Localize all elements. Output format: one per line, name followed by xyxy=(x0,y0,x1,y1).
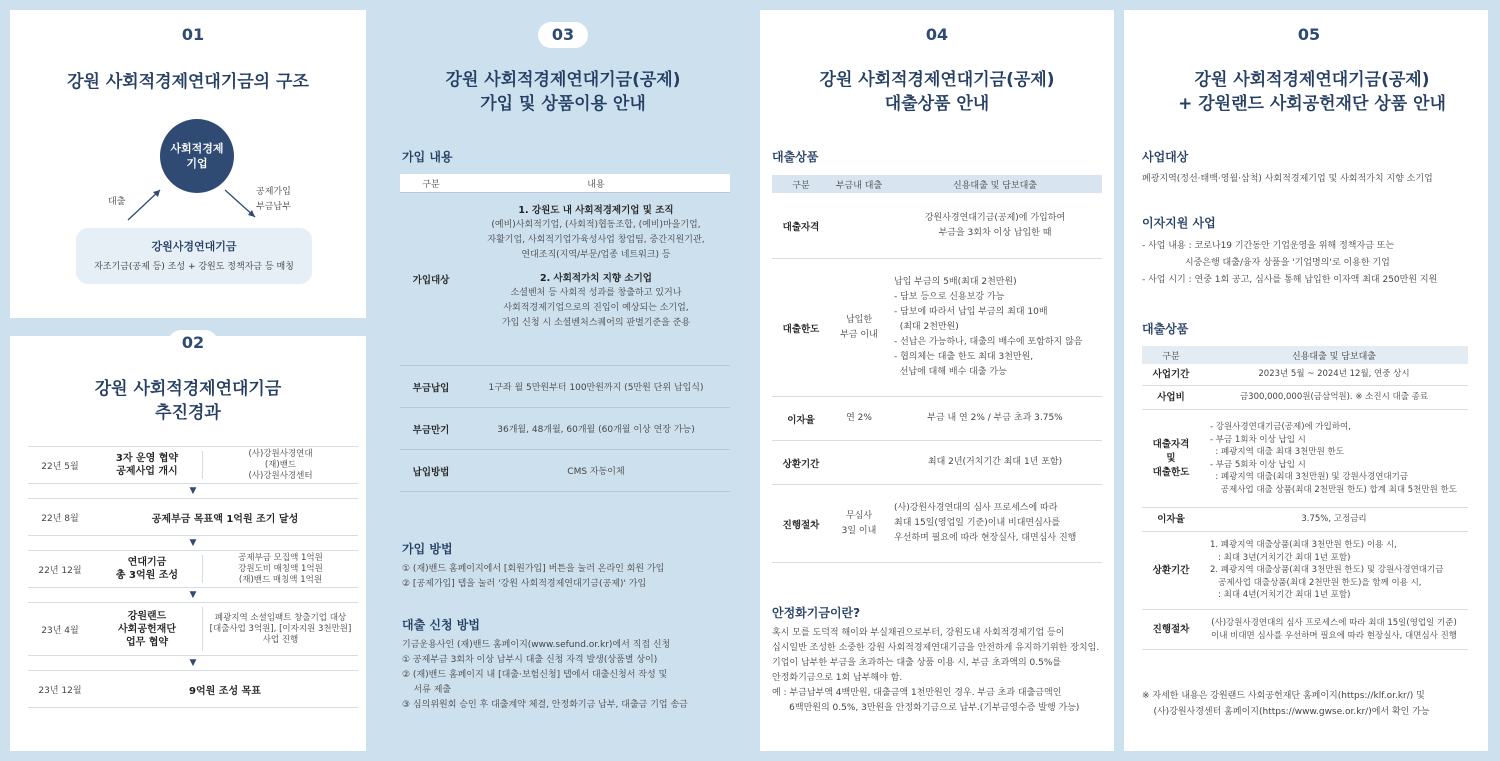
timeline-date: 22년 12월 xyxy=(38,565,82,576)
target-line: 가입 신청 시 소셜벤처스퀘어의 판별기준을 준용 xyxy=(501,318,691,328)
timeline-event: 공제부금 목표액 1억원 조기 달성 xyxy=(151,513,299,525)
row-label: 대출한도 xyxy=(782,323,820,335)
target-line: 자활기업, 사회적기업가육성사업 창업팀, 중간지원기관, xyxy=(487,235,705,245)
panel-04 xyxy=(750,0,1124,761)
target-line: 연대조직(지역/부문/업종 네트워크) 등 xyxy=(521,250,671,260)
interest-text: - 사업 내용 : 코로나19 기간동안 기업운영을 위해 정책자금 또는 시중은행 대출/융자 상품을 '기업명의'로 이용한 기업 - 사업 시기 : 연중 1회 공고, 심사를 통해 납입한 이자액 최대 250만원 지원 xyxy=(1142,241,1438,285)
target-line: 소셜벤처 등 사회적 성과를 창출하고 있거나 xyxy=(510,288,682,298)
row-text: (사)강원사경연대의 심사 프로세스에 따라 최대 15일(영업일 기준) 이내 비대면 심사를 우선하며 필요에 따라 현장실사, 대면심사 진행 xyxy=(1210,618,1458,641)
timeline-row xyxy=(28,602,358,656)
loan-row xyxy=(772,485,1102,563)
row-mid: 무심사 3일 이내 xyxy=(841,510,877,536)
row-right: 납입 부금의 5배(최대 2천만원) - 담보 등으로 신용보강 가능 - 담보에 따라서 납입 부금의 최대 10배 (최대 2천만원) - 선납은 가능하나, 대출의 배수에 포함하지 않음 - 협의체는 대출 한도 최대 3천만원, 선납에 대해 배수 대출 가능 xyxy=(894,277,1083,377)
row-text: CMS 자동이체 xyxy=(567,467,625,477)
timeline xyxy=(28,446,358,708)
join-title: 강원 사회적경제연대기금(공제) 가입 및 상품이용 안내 xyxy=(445,70,681,114)
row-label: 상환기간 xyxy=(782,458,820,470)
panel-05 xyxy=(1124,0,1500,761)
target-text: 폐광지역(정선·태백·영월·삼척) 사회적경제기업 및 사회적가치 지향 소기업 xyxy=(1142,174,1433,184)
loan-row-05 xyxy=(1142,508,1468,532)
loan-row-05 xyxy=(1142,386,1468,410)
row-text: - 강원사경연대기금(공제)에 가입하여, - 부금 1회차 이상 납입 시 : 폐광지역 대출 최대 3천만원 한도 - 부금 5회차 이상 납입 시 : 폐광지역 대출(최대 3천만원) 및 강원사경연대기금 공제사업 대출 상품(최대 2천만원 한도) 합계 최대 5천만원 한도 xyxy=(1210,422,1457,495)
row-label: 사업기간 xyxy=(1152,368,1190,380)
arrow-down-icon: ▼ xyxy=(189,486,197,496)
loan-row-05 xyxy=(1142,410,1468,508)
row-label: 상환기간 xyxy=(1152,564,1190,576)
structure-title: 강원 사회적경제연대기금의 구조 xyxy=(67,72,309,92)
stabilization-heading: 안정화기금이란? xyxy=(772,606,861,620)
target-line: 2. 사회적가치 지향 소기업 xyxy=(540,273,652,284)
arrow-down-icon: ▼ xyxy=(189,538,197,548)
row-right: 최대 2년(거치기간 최대 1년 포함) xyxy=(927,457,1063,467)
loan-product-heading: 대출상품 xyxy=(772,150,819,164)
row-label: 진행절차 xyxy=(782,519,820,531)
loan-row-05 xyxy=(1142,610,1468,650)
target-line: (예비)사회적기업, (사회적)협동조합, (예비)마을기업, xyxy=(491,220,701,230)
join-content-heading: 가입 내용 xyxy=(402,150,453,164)
loan-row xyxy=(772,193,1102,259)
row-text: 금300,000,000원(금삼억원). ※ 소진시 대출 종료 xyxy=(1239,392,1429,403)
loan-row-05 xyxy=(1142,532,1468,610)
loan-apply-heading: 대출 신청 방법 xyxy=(402,618,480,632)
loan-row xyxy=(772,397,1102,441)
loan-row xyxy=(772,259,1102,397)
section-number-03: 03 xyxy=(538,22,588,48)
target-line: 1. 강원도 내 사회적경제기업 및 조직 xyxy=(518,205,674,216)
enterprise-circle: 사회적경제 기업 xyxy=(160,119,234,193)
row-label: 부금만기 xyxy=(412,424,450,436)
join-table: 구분 내용 가입대상 1. 강원도 내 사회적경제기업 및 조직 (예비)사회적기업, (사회적)협동조합, (예비)마을기업, 자활기업, 사회적기업가육성사업 창업팀, 중간지원기관, 연대조직(지역/부문/업종 네트워크) 등 2. 사회적가치 지향 소기업 소셜벤처 등 사회적 성과를 창출하고 있거나 사회적경제기업으로의 진입이 예상되는 소기업, 가입 신청 시 소셜벤처스퀘어의 판별기준을 준용 부금납입 1구좌 월 5만원부터 100만원까지 (5만원 단위 납입식) 부금만기 36개월, 48개월, 60개월 (60개월 이상 연장 가능) 납입방법 CMS 자동이체 xyxy=(400,174,730,492)
timeline-event: 3자 운영 협약 공제사업 개시 xyxy=(115,453,179,477)
row-right: (사)강원사경연대의 심사 프로세스에 따라 최대 15일(영업일 기준)이내 비대면심사를 우선하며 필요에 따라 현장실사, 대면심사 진행 xyxy=(894,503,1077,543)
join-row xyxy=(400,450,730,492)
footnote: ※ 자세한 내용은 강원랜드 사회공헌재단 홈페이지(https://klf.or.kr/) 및 (사)강원사경센터 홈페이지(https://www.gwse.or.kr/)에서 확인 가능 xyxy=(1142,691,1430,717)
row-right: 강원사경연대기금(공제)에 가입하여 부금을 3회차 이상 납입한 때 xyxy=(924,212,1066,238)
row-mid: 납입한 부금 이내 xyxy=(840,314,878,340)
arrow-down-icon: ▼ xyxy=(189,658,197,668)
timeline-detail: 폐광지역 소셜임팩트 창출기업 대상 [대출사업 3억원], [이자지원 3천만원] 사업 진행 xyxy=(209,612,352,645)
join-target-row: 가입대상 1. 강원도 내 사회적경제기업 및 조직 (예비)사회적기업, (사회적)협동조합, (예비)마을기업, 자활기업, 사회적기업가육성사업 창업팀, 중간지원기관, 연대조직(지역/부문/업종 네트워크) 등 2. 사회적가치 지향 소기업 소셜벤처 등 사회적 성과를 창출하고 있거나 사회적경제기업으로의 진입이 예상되는 소기업, 가입 신청 시 소셜벤처스퀘어의 판별기준을 준용 xyxy=(400,193,730,365)
fund-box: 강원사경연대기금 자조기금(공제 등) 조성 + 강원도 정책자금 등 매칭 xyxy=(76,228,312,284)
loan-product-title: 강원 사회적경제연대기금(공제) 대출상품 안내 xyxy=(819,70,1055,114)
row-mid: 연 2% xyxy=(846,413,872,423)
timeline-row xyxy=(28,670,358,708)
loan-product-table: 구분 부금내 대출 신용대출 및 담보대출 대출자격 강원사경연대기금(공제)에 가입하여 부금을 3회차 이상 납입한 때 대출한도 납입한 부금 이내 납입 부금의 5배(최대 2천만원) - 담보 등으로 신용보강 가능 - 담보에 따라서 납입 부금의 최대 10배 (최대 2천만원) - 선납은 가능하나, 대출의 배수에 포함하지 않음 - 협의체는 대출 한도 최대 3천만원, 선납에 대해 배수 대출 가능 이자율 연 2% 부금 내 연 2% / 부금 초과 3.75% 상환기간 최대 2년(거치기간 최대 1년 포함) 진행절차 무심사 3일 이내 (사)강원사경연대의 심사 프로세스에 따라 최대 15일(영업일 기준)이내 비대면심사를 우선하며 필요에 따라 현장실사, 대면심사 진행 xyxy=(772,175,1102,563)
row-text: 1구좌 월 5만원부터 100만원까지 (5만원 단위 납입식) xyxy=(488,383,704,393)
row-label: 진행절차 xyxy=(1152,623,1190,635)
loan-heading-05: 대출상품 xyxy=(1142,322,1189,336)
row-text: 36개월, 48개월, 60개월 (60개월 이상 연장 가능) xyxy=(497,425,695,435)
join-method-heading: 가입 방법 xyxy=(402,542,453,556)
timeline-event: 연대기금 총 3억원 조성 xyxy=(115,557,179,581)
timeline-row xyxy=(28,498,358,536)
loan-table-05: 구분 신용대출 및 담보대출 사업기간 2023년 5월 ~ 2024년 12월, 연중 상시 사업비 금300,000,000원(금삼억원). ※ 소진시 대출 종료 대출자격 및 대출한도 - 강원사경연대기금(공제)에 가입하여, - 부금 1회차 이상 납입 시 : 폐광지역 대출 최대 3천만원 한도 - 부금 5회차 이상 납입 시 : 폐광지역 대출(최대 3천만원) 및 강원사경연대기금 공제사업 대출 상품(최대 2천만원 한도) 합계 최대 5천만원 한도 이자율 3.75%, 고정금리 상환기간 1. 폐광지역 대출상품(최대 3천만원 한도) 이용 시, : 최대 3년(거치기간 최대 1년 포함) 2. 폐광지역 대출상품(최대 3천만원 한도) 및 강원사경연대기금 공제사업 대출상품(최대 2천만원 한도)을 함께 이용 시, : 최대 4년(거치기간 최대 1년 포함) 진행절차 (사)강원사경연대의 심사 프로세스에 따라 최대 15일(영업일 기준) 이내 비대면 심사를 우선하며 필요에 따라 현장실사, 대면심사 진행 xyxy=(1142,346,1468,650)
join-row xyxy=(400,366,730,408)
target-line: 사회적경제기업으로의 진입이 예상되는 소기업, xyxy=(503,303,689,313)
row-label: 부금납입 xyxy=(412,382,450,394)
row-right: 부금 내 연 2% / 부금 초과 3.75% xyxy=(927,413,1063,423)
section-number-05: 05 xyxy=(1284,22,1334,48)
row-label: 대출자격 xyxy=(782,221,820,233)
timeline-date: 23년 4월 xyxy=(41,625,79,636)
loan-apply-list: 기금운용사인 (재)밴드 홈페이지(www.sefund.or.kr)에서 직접 신청 ① 공제부금 3회차 이상 납부시 대출 신청 자격 발생(상품별 상이) ② (재)밴드 홈페이지 내 [대출·보험신청] 탭에서 대출신청서 작성 및 서류 제출 ③ 심의위원회 승인 후 대출계약 체결, 안정화기금 납부, 대출금 기업 송금 xyxy=(402,640,688,710)
loan-label: 대출 xyxy=(108,197,126,207)
row-label: 대출자격 및 대출한도 xyxy=(1152,438,1190,478)
kangwonland-title: 강원 사회적경제연대기금(공제) + 강원랜드 사회공헌재단 상품 안내 xyxy=(1178,70,1446,114)
timeline-date: 23년 12월 xyxy=(38,685,82,696)
row-text: 1. 폐광지역 대출상품(최대 3천만원 한도) 이용 시, : 최대 3년(거치기간 최대 1년 포함) 2. 폐광지역 대출상품(최대 3천만원 한도) 및 강원사경연대기금 공제사업 대출상품(최대 2천만원 한도)을 함께 이용 시, : 최대 4년(거치기간 최대 1년 포함) xyxy=(1210,540,1444,601)
target-line xyxy=(462,263,730,271)
row-label: 이자율 xyxy=(787,414,815,426)
stabilization-text: 혹시 모를 도덕적 해이와 부실채권으로부터, 강원도내 사회적경제기업 등이 십시일반 조성한 소중한 강원 사회적경제연대기금을 안전하게 유지하기위한 장치임. 기업이 납부한 부금을 초과하는 대출 상품 이용 시, 부금 초과액의 0.5%를 안정화기금으로 1회 납부해야 함. 예 : 부금납부액 4백만원, 대출금액 1천만원인 경우. 부금 초과 대출금액인 6백만원의 0.5%, 3만원을 안정화기금으로 납부.(기부금영수증 발행 가능) xyxy=(772,628,1100,713)
interest-heading: 이자지원 사업 xyxy=(1142,216,1216,230)
loan-row-05 xyxy=(1142,364,1468,386)
row-text: 3.75%, 고정금리 xyxy=(1301,514,1367,525)
timeline-detail: 공제부금 모집액 1억원 강원도비 매칭액 1억원 (재)밴드 매칭액 1억원 xyxy=(238,552,323,585)
flow-arrows-icon xyxy=(120,175,270,225)
join-row xyxy=(400,408,730,450)
row-label: 이자율 xyxy=(1157,513,1185,525)
timeline-event: 9억원 조성 목표 xyxy=(189,685,261,697)
payment-label: 공제가입 부금납부 xyxy=(256,187,291,212)
row-label: 납입방법 xyxy=(412,466,450,478)
join-method-list: ① (재)밴드 홈페이지에서 [회원가입] 버튼을 눌러 온라인 회원 가입 ② [공제가입] 탭을 눌러 '강원 사회적경제연대기금(공제)' 가입 xyxy=(402,564,665,589)
row-label: 사업비 xyxy=(1157,391,1185,403)
timeline-event: 강원랜드 사회공헌재단 업무 협약 xyxy=(118,610,176,648)
target-heading: 사업대상 xyxy=(1142,150,1189,164)
timeline-date: 22년 8월 xyxy=(41,513,79,524)
arrow-down-icon: ▼ xyxy=(189,590,197,600)
timeline-detail: (사)강원사경연대 (재)밴드 (사)강원사경센터 xyxy=(248,448,313,481)
timeline-row xyxy=(28,550,358,588)
progress-title: 강원 사회적경제연대기금 추진경과 xyxy=(94,379,282,423)
section-number-01: 01 xyxy=(168,22,218,48)
panel-03 xyxy=(376,0,750,761)
loan-row xyxy=(772,441,1102,485)
row-text: 2023년 5월 ~ 2024년 12월, 연중 상시 xyxy=(1258,369,1410,380)
panel-01-02 xyxy=(0,0,376,761)
timeline-date: 22년 5월 xyxy=(41,461,79,472)
timeline-row xyxy=(28,446,358,484)
section-number-02: 02 xyxy=(168,330,218,356)
section-number-04: 04 xyxy=(912,22,962,48)
